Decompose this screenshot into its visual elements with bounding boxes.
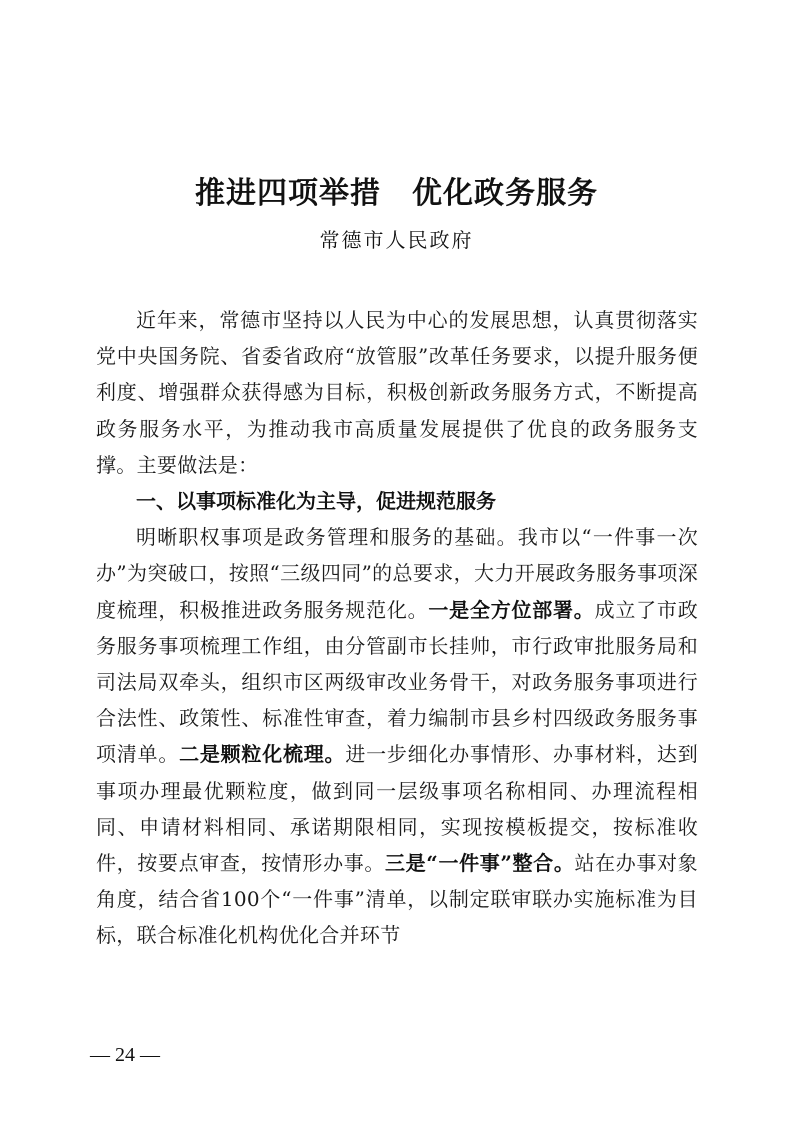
- point-3-text: 站在办事对象角度，结合省100个“一件事”清单，以制定联审联办实施标准为目标，联合标准化机构优化合并环节: [96, 851, 698, 948]
- point-3-label: 三是“一件事”整合。: [385, 851, 575, 876]
- paragraph-intro-text: 明晰职权事项是政务管理和服务的基础。我市以“一件事一次办”为突破口，按照“三级四同”的总要求，大力开展政务服务事项深度梳理，积极推进政务服务规范化。: [96, 525, 698, 622]
- point-2-label: 二是颗粒化梳理。: [179, 742, 346, 767]
- point-1-text: 成立了市政务服务事项梳理工作组，由分管副市长挂帅，市行政审批服务局和司法局双牵头，组织市区两级审改业务骨干，对政务服务事项进行合法性、政策性、标准性审查，着力编制市县乡村四级政务服务事项清单。: [96, 597, 698, 767]
- intro-paragraph: 近年来，常德市坚持以人民为中心的发展思想，认真贯彻落实党中央国务院、省委省政府“放管服”改革任务要求，以提升服务便利度、增强群众获得感为目标，积极创新政务服务方式，不断提高政务服务水平，为推动我市高质量发展提供了优良的政务服务支撑。主要做法是：: [96, 308, 698, 477]
- document-title: 推进四项举措 优化政务服务: [195, 176, 598, 212]
- document-body: [96, 302, 698, 954]
- page-number: — 24 —: [90, 1044, 160, 1066]
- point-2-text: 进一步细化办事情形、办事材料，达到事项办理最优颗粒度，做到同一层级事项名称相同、办理流程相同、申请材料相同、承诺期限相同，实现按模板提交，按标准收件，按要点审查，按情形办事。: [96, 742, 699, 876]
- section-heading-1: 一、以事项标准化为主导，促进规范服务: [136, 489, 496, 514]
- point-1-label: 一是全方位部署。: [428, 597, 595, 622]
- section-1-paragraph: [96, 519, 698, 953]
- document-author: 常德市人民政府: [319, 228, 474, 252]
